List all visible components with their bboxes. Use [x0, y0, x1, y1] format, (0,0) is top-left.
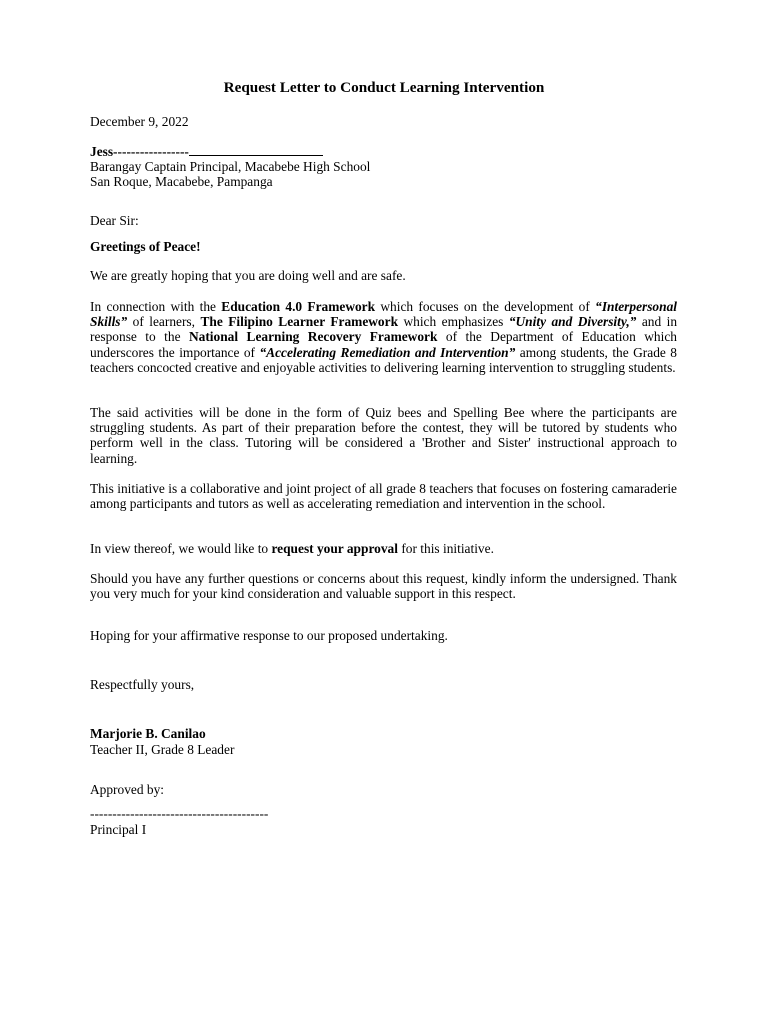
signatory-name: Marjorie B. Canilao — [90, 726, 206, 741]
recipient-name-blank-line — [189, 144, 323, 156]
p2-text-2: which focuses on the development of — [375, 299, 596, 314]
p2-unity-diversity: “Unity and Diversity,” — [508, 314, 637, 330]
p2-text-1: In connection with the — [90, 299, 222, 314]
approval-signature-line: ---------------------------------------- — [90, 806, 269, 821]
letter-title: Request Letter to Conduct Learning Intervention — [223, 79, 545, 96]
p2-education-framework: Education 4.0 Framework — [221, 299, 376, 314]
signatory-title: Teacher II, Grade 8 Leader — [90, 742, 235, 757]
p2-filipino-learner-framework: The Filipino Learner Framework — [200, 314, 399, 330]
recipient-address: San Roque, Macabebe, Pampanga — [90, 174, 273, 190]
letter-date: December 9, 2022 — [90, 114, 189, 129]
paragraph-1: We are greatly hoping that you are doing well and are safe. — [90, 268, 406, 283]
p2-national-learning-recovery: National Learning Recovery Framework — [188, 329, 438, 345]
recipient-name: Jess----------------- — [90, 144, 189, 159]
p2-text-6: of the Department of Education which underscores the importance of — [90, 329, 677, 360]
p5-text-2: for this initiative. — [397, 541, 494, 556]
p5-text-1: In view thereof, we would like to — [90, 541, 272, 556]
p2-interpersonal-skills: “Interpersonal Skills” — [90, 299, 677, 330]
greeting: Greetings of Peace! — [90, 239, 201, 254]
paragraph-4: This initiative is a collaborative and joint project of all grade 8 teachers that focuses on fostering camaraderie among participants and tutors as well as accelerating remediation and intervention in the school. — [90, 481, 677, 512]
p2-text-7: among students, the Grade 8 teachers concocted creative and enjoyable activities to delivering learning intervention to struggling students. — [90, 344, 677, 375]
p2-text-3: of learners, — [127, 314, 201, 330]
approved-by-label: Approved by: — [90, 782, 165, 797]
paragraph-5 — [90, 541, 677, 556]
salutation: Dear Sir: — [90, 213, 139, 228]
paragraph-2 — [90, 299, 677, 375]
recipient-block — [90, 144, 677, 190]
paragraph-3: The said activities will be done in the form of Quiz bees and Spelling Bee where the participants are struggling students. As part of their preparation before the contest, they will be tutored by students who perform well in the class. Tutoring will be considered a 'Brother and Sister' instructional approach to learning. — [90, 405, 677, 466]
p2-text-5: and in response to the — [90, 314, 678, 345]
p2-text-4: which emphasizes — [398, 314, 509, 330]
closing: Respectfully yours, — [90, 677, 195, 692]
recipient-position: Barangay Captain Principal, Macabebe High School — [90, 159, 371, 175]
paragraph-6: Should you have any further questions or concerns about this request, kindly inform the undersigned. Thank you very much for your kind consideration and valuable support in this respect. — [90, 571, 677, 602]
paragraph-7: Hoping for your affirmative response to our proposed undertaking. — [90, 628, 448, 643]
p5-request-approval: request your approval — [271, 541, 398, 556]
approver-title: Principal I — [90, 822, 147, 837]
p2-accelerating-remediation: “Accelerating Remediation and Intervention” — [259, 344, 516, 360]
